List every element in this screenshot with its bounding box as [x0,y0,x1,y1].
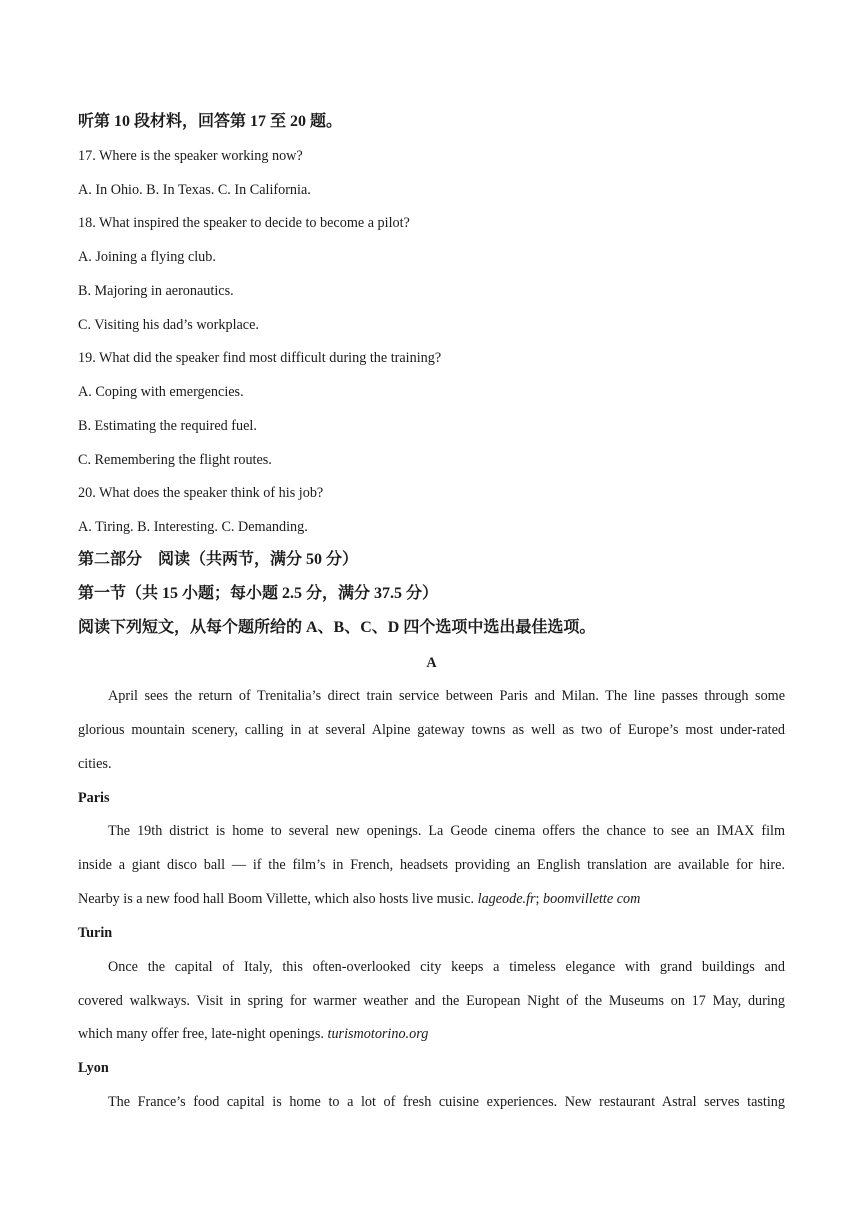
reading-instruction: 阅读下列短文，从每个题所给的 A、B、C、D 四个选项中选出最佳选项。 [78,619,596,636]
reading-part-heading: 第二部分 阅读（共两节，满分 50 分） [78,551,359,568]
paris-title: Paris [78,790,110,806]
question-20: 20. What does the speaker think of his job? [78,485,324,501]
lyon-line-1: The France’s food capital is home to a lot of fresh cuisine experiences. New restaurant Astral serves tasting [108,1094,785,1110]
question-19-option-a: A. Coping with emergencies. [78,384,244,400]
question-19-option-b: B. Estimating the required fuel. [78,418,257,434]
question-17: 17. Where is the speaker working now? [78,148,303,164]
paris-line-1: The 19th district is home to several new openings. La Geode cinema offers the chance to see an IMAX film [108,823,785,839]
listening-section-heading: 听第 10 段材料，回答第 17 至 20 题。 [78,113,343,130]
turin-line-3-text: which many offer free, late-night openings. [78,1026,324,1042]
paris-line-3-text: Nearby is a new food hall Boom Villette, which also hosts live music. [78,891,475,907]
question-17-options: A. In Ohio. B. In Texas. C. In California. [78,182,311,198]
intro-line-2: glorious mountain scenery, calling in at several Alpine gateway towns as well as two of Europe’s most under-rated [78,722,785,738]
paris-line-3 [78,889,785,909]
turin-line-1: Once the capital of Italy, this often-overlooked city keeps a timeless elegance with grand buildings and [108,959,785,975]
lageode-link: lageode.fr [477,891,536,907]
intro-line-3: cities. [78,756,112,772]
question-18-option-c: C. Visiting his dad’s workplace. [78,317,259,333]
boomvillette-link: boomvillette com [543,891,641,907]
reading-section-heading: 第一节（共 15 小题；每小题 2.5 分，满分 37.5 分） [78,585,439,602]
turin-title: Turin [78,925,113,941]
question-20-options: A. Tiring. B. Interesting. C. Demanding. [78,519,308,535]
turin-line-2: covered walkways. Visit in spring for warmer weather and the European Night of the Museums on 17 May, during [78,993,785,1009]
intro-line-1: April sees the return of Trenitalia’s direct train service between Paris and Milan. The line passes through some [108,688,785,704]
question-19: 19. What did the speaker find most difficult during the training? [78,350,442,366]
turismotorino-link: turismotorino.org [327,1026,429,1042]
link-separator: ; [535,891,540,907]
paris-line-2: inside a giant disco ball — if the film’s in French, headsets providing an English translation are available for hire. [78,857,785,873]
question-18-option-a: A. Joining a flying club. [78,249,216,265]
question-18-option-b: B. Majoring in aeronautics. [78,283,234,299]
lyon-title: Lyon [78,1060,109,1076]
question-19-option-c: C. Remembering the flight routes. [78,452,272,468]
question-18: 18. What inspired the speaker to decide to become a pilot? [78,215,410,231]
turin-line-3 [78,1024,785,1044]
passage-label: A [426,655,437,671]
